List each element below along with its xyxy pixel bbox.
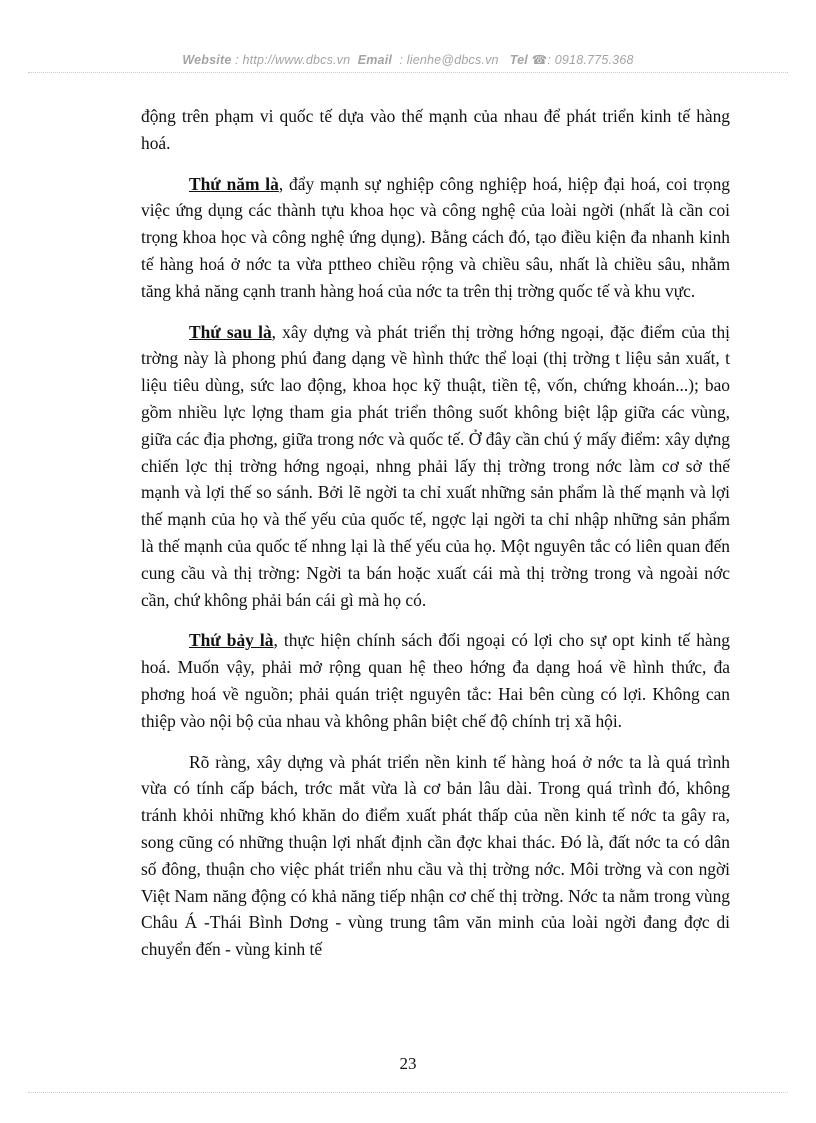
phone-icon: ☎ bbox=[531, 53, 548, 67]
paragraph-4-text: , thực hiện chính sách đối ngoại có lợi cho sự opt kinh tế hàng hoá. Muốn vậy, phải mở rộng quan hệ theo hớng đa dạng hoá về hình thức, đa phơng hoá về nguồn; phải quán triệt nguyên tắc: Hai bên cùng có lợi. Không can thiệp vào nội bộ của nhau và không phân biệt chế độ chính trị xã hội. bbox=[141, 630, 731, 731]
email-value: : lienhe@dbcs.vn bbox=[399, 53, 499, 67]
document-body bbox=[141, 103, 730, 977]
page-number: 23 bbox=[399, 1054, 417, 1073]
header-divider bbox=[28, 72, 788, 73]
paragraph-3-lead: Thứ sau là bbox=[189, 321, 272, 342]
paragraph-2 bbox=[141, 171, 730, 305]
website-value: : http://www.dbcs.vn bbox=[235, 53, 351, 67]
paragraph-4-lead: Thứ bảy là bbox=[189, 630, 274, 651]
website-label: Website bbox=[182, 53, 232, 67]
paragraph-3-text: , xây dựng và phát triển thị trờng hớng ngoại, đặc điểm của thị trờng này là phong phú đang dạng về hình thức thể loại (thị trờng t liệu sản xuất, t liệu tiêu dùng, sức lao động, khoa học kỹ thuật, tiền tệ, vốn, chứng khoán...); bao gồm nhiều lực lợng tham gia phát triển thông suốt không biệt lập giữa các vùng, giữa các địa phơng, giữa trong nớc và quốc tế. Ở đây cần chú ý mấy điểm: xây dựng chiến lợc thị trờng hớng ngoại, nhng phải lấy thị trờng trong nớc làm cơ sở thế mạnh và lợi thế so sánh. Bởi lẽ ngời ta chỉ xuất những sản phẩm là thế mạnh và lợi thế mạnh của họ và thế yếu của quốc tế, ngợc lại ngời ta chỉ nhập những sản phẩm là thế mạnh của quốc tế nhng lại là thế yếu của họ. Một nguyên tắc có liên quan đến cung cầu và thị trờng: Ngời ta bán hoặc xuất cái mà thị trờng trong và ngoài nớc cần, chứ không phải bán cái gì mà họ có. bbox=[141, 321, 730, 610]
paragraph-4 bbox=[141, 627, 730, 734]
footer-divider bbox=[28, 1092, 788, 1093]
paragraph-2-lead: Thứ năm là bbox=[189, 173, 279, 194]
page-header bbox=[0, 52, 816, 67]
paragraph-2-text: , đẩy mạnh sự nghiệp công nghiệp hoá, hiệp đại hoá, coi trọng việc ứng dụng các thành tựu khoa học và công nghệ của loài ngời (nhất là cần coi trọng khoa học và công nghệ ứng dụng). Bằng cách đó, tạo điều kiện đa nhanh kinh tế hàng hoá ở nớc ta vừa pttheo chiều rộng và chiều sâu, nhất là chiều sâu, nhằm tăng khả năng cạnh tranh hàng hoá của nớc ta trên thị trờng quốc tế và khu vực. bbox=[141, 173, 730, 301]
paragraph-1: động trên phạm vi quốc tế dựa vào thế mạnh của nhau để phát triển kinh tế hàng hoá. bbox=[141, 106, 730, 153]
paragraph-5: Rõ ràng, xây dựng và phát triển nền kinh tế hàng hoá ở nớc ta là quá trình vừa có tính cấp bách, trớc mắt vừa là cơ bản lâu dài. Trong quá trình đó, không tránh khỏi những khó khăn do điểm xuất phát thấp của nền kinh tế nớc ta gây ra, song cũng có những thuận lợi nhất định cần đợc khai thác. Đó là, đất nớc ta có dân số đông, thuận cho việc phát triển nhu cầu và thị trờng nớc. Môi trờng và con ngời Việt Nam năng động có khả năng tiếp nhận cơ chế thị trờng. Nớc ta nằm trong vùng Châu Á -Thái Bình Dơng - vùng trung tâm văn minh của loài ngời đang đợc di chuyển đến - vùng kinh tế bbox=[141, 751, 730, 960]
tel-label: Tel bbox=[509, 53, 528, 67]
tel-value: : 0918.775.368 bbox=[547, 53, 634, 67]
email-label: Email bbox=[357, 53, 393, 67]
paragraph-3 bbox=[141, 319, 730, 614]
